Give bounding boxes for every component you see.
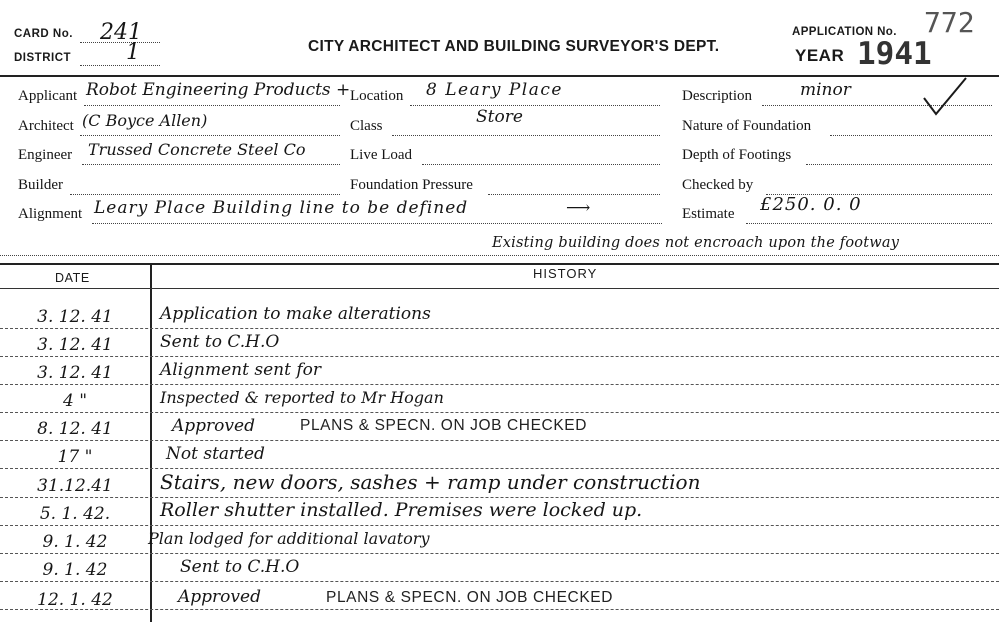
architect-value: (C Boyce Allen) [82,111,208,130]
history-entry: Roller shutter installed. Premises were locked up. [160,499,643,521]
alignment-label: Alignment [18,206,83,222]
history-entry: Sent to C.H.O [160,332,280,352]
live-load-line [422,164,660,165]
checked-by-label: Checked by [682,177,754,193]
history-date: 4 " [62,391,88,411]
history-date: 3. 12. 41 [37,363,113,383]
architect-label: Architect [18,118,74,134]
nature-of-foundation-line [830,135,992,136]
history-date: 9. 1. 42 [42,532,108,552]
location-value: 8 Leary Place [426,80,563,100]
history-date: 8. 12. 41 [37,419,113,439]
builder-label: Builder [18,177,63,193]
history-entry: Inspected & reported to Mr Hogan [160,388,444,407]
engineer-label: Engineer [18,147,73,163]
note-line [0,255,999,256]
engineer-line [82,164,340,165]
card-no-label: CARD No. [14,28,73,40]
estimate-value: £250. 0. 0 [760,194,862,215]
plans-checked-stamp: PLANS & SPECN. ON JOB CHECKED [300,417,587,434]
history-entry: Approved [172,416,255,436]
history-date: 9. 1. 42 [42,560,108,580]
header-rule [0,75,999,77]
year-label: YEAR [795,46,845,65]
history-date: 5. 1. 42. [39,504,111,524]
history-entry: Alignment sent for [160,360,321,380]
district-value: 1 [126,40,140,65]
card-no-value: 241 [100,20,142,45]
foundation-pressure-line [488,194,660,195]
history-date: 31.12.41 [37,476,113,496]
applicant-label: Applicant [18,88,78,104]
history-date: 17 " [57,447,93,467]
history-entry: Application to make alterations [160,304,431,324]
history-date: 3. 12. 41 [37,307,113,327]
year-value: 1941 [857,36,932,72]
estimate-label: Estimate [682,206,735,222]
history-entry: Sent to C.H.O [180,557,300,577]
description-value: minor [800,80,851,100]
estimate-line [746,223,992,224]
history-entry: Approved [178,587,261,607]
depth-of-footings-line [806,164,992,165]
engineer-value: Trussed Concrete Steel Co [88,140,306,159]
check-mark-icon [920,74,970,118]
architect-line [80,135,340,136]
date-column-divider [150,263,152,622]
history-column-header: HISTORY [533,266,598,281]
history-entry: Not started [166,444,265,464]
history-date: 3. 12. 41 [37,335,113,355]
class-value: Store [476,107,523,127]
date-column-header: DATE [55,271,90,285]
alignment-value: Leary Place Building line to be defined [94,198,469,218]
history-date: 12. 1. 42 [37,590,113,610]
live-load-label: Live Load [350,147,413,163]
history-entry: Plan lodged for additional lavatory [148,529,430,548]
foundation-pressure-label: Foundation Pressure [350,177,473,193]
description-label: Description [682,88,752,104]
alignment-line [92,223,662,224]
application-no-value: 772 [924,6,975,39]
district-label: DISTRICT [14,52,72,64]
district-line [80,65,160,66]
application-no-label: APPLICATION No. [792,26,897,38]
history-entry: Stairs, new doors, sashes + ramp under construction [160,470,701,494]
applicant-value: Robot Engineering Products + [86,80,351,100]
location-line [410,105,660,106]
alignment-arrow-icon: ⟶ [566,198,591,218]
class-line [392,135,660,136]
location-label: Location [350,88,404,104]
plans-checked-stamp: PLANS & SPECN. ON JOB CHECKED [326,589,613,606]
header-bottom-rule [0,288,999,289]
encroachment-note: Existing building does not encroach upon the footway [492,235,900,251]
department-title: CITY ARCHITECT AND BUILDING SURVEYOR'S DEPT. [308,38,720,55]
nature-of-foundation-label: Nature of Foundation [682,118,812,134]
depth-of-footings-label: Depth of Footings [682,147,792,163]
builder-line [70,194,340,195]
applicant-line [84,105,340,106]
class-label: Class [350,118,383,134]
